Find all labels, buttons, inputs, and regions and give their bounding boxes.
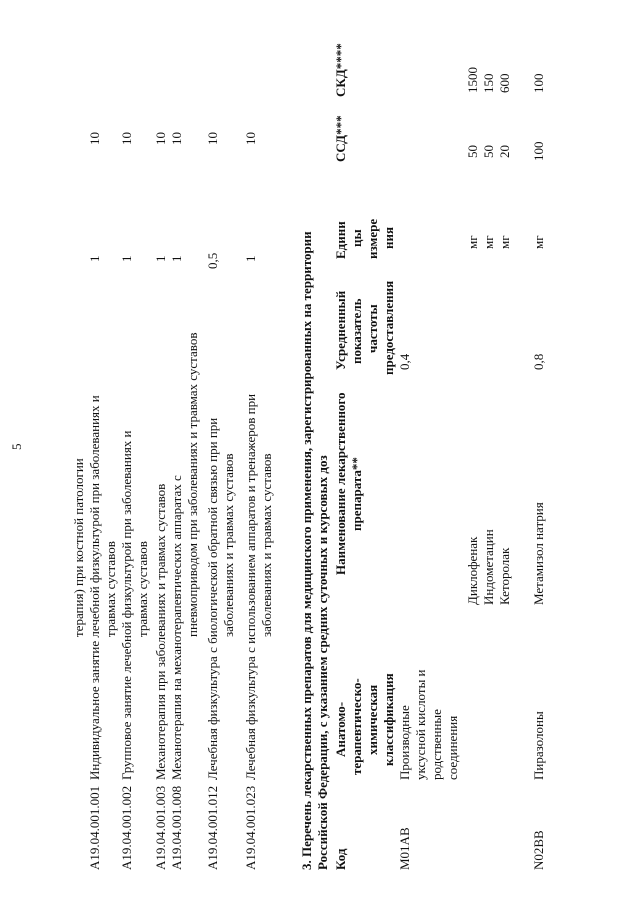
header-atc-line: химическая: [365, 684, 380, 755]
drug-unit: мг: [531, 235, 546, 249]
group-code: M01AB: [397, 827, 412, 870]
drug-ssd: 50: [465, 145, 480, 158]
drug-ssd: 100: [531, 141, 546, 161]
header-frequency-line: показатель: [349, 298, 364, 364]
group-atc-line: Производные: [397, 705, 412, 780]
group-code: N02BB: [531, 830, 546, 870]
page-number: 5: [9, 443, 24, 450]
header-drug-line: препарата**: [349, 457, 364, 531]
section3-title-line: 3. Перечень лекарственных препаратов для медицинского применения, зарегистрированных на территории: [299, 231, 314, 870]
service-multiplicity: 10: [205, 132, 220, 145]
service-code: A19.04.001.023: [243, 785, 258, 870]
service-code: A19.04.001.003: [153, 785, 168, 870]
drug-ssd: 20: [497, 145, 512, 158]
service-name-line: Индивидуальное занятие лечебной физкультурой при заболеваниях и: [87, 395, 102, 780]
drug-name: Индометацин: [481, 529, 496, 605]
service-multiplicity: 10: [243, 132, 258, 145]
header-frequency-line: Усредненный: [333, 290, 348, 370]
header-skd: СКД****: [333, 43, 348, 97]
group-atc-line: родственные: [429, 709, 444, 780]
header-unit-line: цы: [349, 229, 364, 247]
group-frequency: 0,4: [397, 353, 412, 370]
service-name-line: пневмоприводом при заболеваниях и травмах суставов: [185, 332, 200, 637]
header-atc-line: Анатомо-: [333, 701, 348, 757]
service-name-line: травмах суставов: [103, 541, 118, 637]
header-code: Код: [333, 848, 348, 870]
header-ssd: ССД***: [333, 115, 348, 162]
service-name-line: Лечебная физкультура с биологической обратной связью при при: [205, 417, 220, 780]
group-atc-line: Пиразолоны: [531, 711, 546, 780]
group-atc-line: уксусной кислоты и: [413, 669, 428, 780]
drug-unit: мг: [465, 235, 480, 249]
service-name-line: Групповое занятие лечебной физкультурой при заболеваниях и: [119, 430, 134, 780]
drug-unit: мг: [481, 235, 496, 249]
service-name-line: Лечебная физкультура с использованием аппаратов и тренажеров при: [243, 393, 258, 780]
service-code: A19.04.001.008: [169, 785, 184, 870]
drug-skd: 150: [481, 73, 496, 93]
group-atc-line: соединения: [445, 715, 460, 780]
header-atc-line: терапевтическо-: [349, 678, 364, 775]
header-unit-line: Едини: [333, 221, 348, 259]
header-frequency-line: предоставления: [381, 280, 396, 375]
service-code: A19.04.001.001: [87, 785, 102, 870]
service-frequency: 0,5: [205, 252, 220, 269]
header-drug-line: Наименование лекарственного: [333, 392, 348, 575]
service-frequency: 1: [119, 255, 134, 262]
drug-skd: 600: [497, 73, 512, 93]
service-frequency: 1: [169, 255, 184, 262]
service-multiplicity: 10: [119, 132, 134, 145]
section3-title-line: Российской Федерации, с указанием средних суточных и курсовых доз: [315, 455, 330, 870]
service-name-line: травмах суставов: [135, 541, 150, 637]
drug-skd: 1500: [465, 67, 480, 93]
service-multiplicity: 10: [153, 132, 168, 145]
service-frequency: 1: [243, 255, 258, 262]
drug-name: Диклофенак: [465, 536, 480, 605]
service-name-line: заболеваниях и травмах суставов: [259, 453, 274, 637]
header-frequency-line: частоты: [365, 304, 380, 353]
service-multiplicity: 10: [169, 132, 184, 145]
drug-unit: мг: [497, 235, 512, 249]
service-name-line: Механотерапия на механотерапевтических аппаратах с: [169, 475, 184, 780]
header-unit-line: ния: [381, 226, 396, 249]
section1-intro-line: терапия) при костной патологии: [71, 458, 86, 637]
service-multiplicity: 10: [87, 132, 102, 145]
service-code: A19.04.001.002: [119, 785, 134, 870]
header-unit-line: измере: [365, 218, 380, 259]
service-name-line: Механотерапия при заболеваниях и травмах суставов: [153, 483, 168, 780]
drug-ssd: 50: [481, 145, 496, 158]
drug-skd: 100: [531, 73, 546, 93]
drug-name: Кеторолак: [497, 547, 512, 605]
header-atc-line: классификация: [381, 673, 396, 766]
service-frequency: 1: [153, 255, 168, 262]
group-frequency: 0,8: [531, 353, 546, 370]
drug-name: Метамизол натрия: [531, 502, 546, 605]
service-frequency: 1: [87, 255, 102, 262]
service-name-line: заболеваниях и травмах суставов: [221, 453, 236, 637]
service-code: A19.04.001.012: [205, 785, 220, 870]
